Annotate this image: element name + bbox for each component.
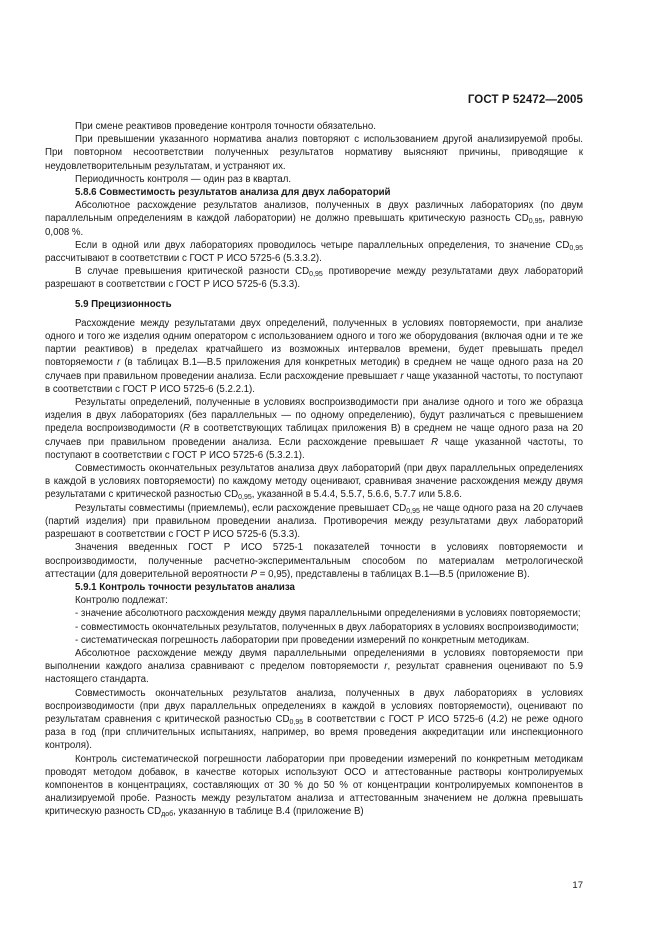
subscript: 0,95 xyxy=(569,244,583,252)
paragraph xyxy=(45,687,583,753)
symbol-P: P xyxy=(250,568,258,580)
text-run: чаще указанной частоты, то поступают в соответствии с ГОСТ Р ИСО 5725-6 (5.3.2.1). xyxy=(45,436,583,461)
list-item: - совместимость окончательных результатов, полученных в двух лабораториях в условиях воспроизводимости; xyxy=(75,621,579,633)
text-run: Если в одной или двух лабораториях проводилось четыре параллельных определения, то значение CD xyxy=(75,239,570,251)
text-run: (в таблицах В.1—В.5 приложения для конкретных методик) в среднем не чаще одного раза на 20 случаев при правильном проведении анализа. Если расхождение превышает xyxy=(45,357,583,382)
text-run: = 0,95), представлены в таблицах В.1—В.5 (приложение В). xyxy=(257,568,530,580)
paragraph: Контролю подлежат: xyxy=(75,595,168,607)
text-run: в соответствующих таблицах приложения В) в среднем не чаще одного раза на 20 случаев при правильном проведении анализа. Если расхождение превышает xyxy=(45,423,583,448)
symbol-r: r xyxy=(117,357,121,369)
page-body xyxy=(45,120,583,819)
text-run: Совместимость окончательных результатов анализа, полученных в двух лабораториях в условиях воспроизводимости (при двух параллельных определениях в каждой в условиях повторяемости), оценивают по результатам сравнения с критической разностью CD xyxy=(45,687,583,725)
section-heading-5-8-6: 5.8.6 Совместимость результатов анализа для двух лабораторий xyxy=(75,187,391,199)
text-run: Совместимость окончательных результатов анализа двух лабораторий (при двух параллельных определениях в каждой в условиях повторяемости) по каждому методу оценивают, сравнивая значение расхождения между двумя результатами с критической разностью CD xyxy=(45,463,583,501)
subscript: 0,95 xyxy=(528,218,543,226)
text-run: не чаще одного раза на 20 случаев (партий изделия) при правильном проведении анализа. Противоречия между результатами двух лабораторий разрешают в соответствии с ГОСТ Р ИСО 5725-6 (5.3.3). xyxy=(45,502,583,541)
paragraph xyxy=(45,239,583,265)
paragraph xyxy=(45,199,583,239)
list-item: - значение абсолютного расхождения между двумя параллельными определениями в условиях повторяемости; xyxy=(75,608,581,620)
text-run: Результаты совместимы (приемлемы), если расхождение превышает CD xyxy=(75,502,407,514)
text-run: , указанную в таблице В.4 (приложение В) xyxy=(173,806,364,818)
paragraph xyxy=(45,753,583,819)
text-run: чаще указанной частоты, то поступают в соответствии с ГОСТ Р ИСО 5725-6 (5.2.2.1). xyxy=(45,370,584,395)
symbol-r: r xyxy=(384,661,388,673)
paragraph xyxy=(45,396,583,462)
text-run: в соответствии с ГОСТ Р ИСО 5725-6 (4.2) не реже одного раза в год (при спличительных испытаниях, например, во время проведения аккредитации или инспекционного контроля). xyxy=(45,713,583,752)
symbol-r: r xyxy=(400,370,404,382)
subscript: 0,95 xyxy=(238,494,252,502)
text-run: , результат сравнения оценивают по 5.9 настоящего стандарта. xyxy=(45,661,583,686)
text-run: Расхождение между результатами двух определений, полученных в условиях повторяемости, при анализе одного и того же изделия одним оператором с использованием одного и того же оборудования (включая одни и те же партии реактивов) в пределах кратчайшего из возможных интервалов времени, будет превышать предел повторяемости xyxy=(45,317,583,369)
text-run: Абсолютное расхождение между двумя параллельными определениями в условиях повторяемости при выполнении каждого анализа сравнивают с пределом повторяемости xyxy=(45,647,583,673)
text-run: рассчитывают в соответствии с ГОСТ Р ИСО 5725-6 (5.3.3.2). xyxy=(45,253,322,265)
subscript: доб xyxy=(161,811,174,819)
list-item: - систематическая погрешность лаборатории при проведении измерений по конкретным методикам. xyxy=(75,634,530,646)
document-id-header: ГОСТ Р 52472—2005 xyxy=(467,94,583,106)
paragraph: При смене реактивов проведение контроля точности обязательно. xyxy=(75,121,376,132)
text-run: , указанной в 5.4.4, 5.5.7, 5.6.6, 5.7.7 или 5.8.6. xyxy=(251,489,462,501)
subscript: 0,95 xyxy=(289,718,304,726)
text-run: , равную 0,008 %. xyxy=(45,213,583,238)
section-heading-5-9: 5.9 Прецизионность xyxy=(75,298,172,310)
paragraph xyxy=(45,541,583,581)
paragraph xyxy=(45,502,583,542)
text-run: В случае превышения критической разности CD xyxy=(75,266,310,278)
symbol-R: R xyxy=(431,436,439,448)
paragraph xyxy=(45,317,583,396)
text-run: Значения введенных ГОСТ Р ИСО 5725-1 показателей точности в условиях повторяемости и воспроизводимости, полученные расчетно-экспериментальным способом по материалам метрологической аттестации (для доверительной вероятности xyxy=(45,542,583,580)
paragraph: Периодичность контроля — один раз в квартал. xyxy=(75,173,292,185)
text-run: противоречие между результатами двух лабораторий разрешают в соответствии с ГОСТ Р ИСО 5725-6 (5.3.3). xyxy=(45,266,583,291)
text-run: Контроль систематической погрешности лаборатории при проведении измерений по конкретным методикам проводят методом добавок, в качестве которых используют ОСО и аттестованные растворы контролируемых компонентов в концентрациях, составляющих от 30 % до 50 % от концентрации контролируемых компонентов в анализируемой пробе. Разность между результатом анализа и аттестованным значением не должна превышать критическую разность CD xyxy=(45,753,583,818)
subscript: 0,95 xyxy=(309,271,323,279)
subscript: 0,95 xyxy=(406,507,420,515)
section-heading-5-9-1: 5.9.1 Контроль точности результатов анализа xyxy=(75,581,295,593)
paragraph xyxy=(45,265,583,291)
paragraph xyxy=(45,647,583,687)
text-run: Результаты определений, полученные в условиях воспроизводимости при анализе одного и того же образца изделия в двух лабораториях (без параллельных — по одному определению), будут различаться с превышением предела воспроизводимости ( xyxy=(45,397,583,435)
text-run: Абсолютное расхождение результатов анализов, полученных в двух различных лабораториях (по двум параллельным определениям в каждой лаборатории) не должно превышать критическую разность CD xyxy=(45,200,583,225)
paragraph: При превышении указанного норматива анализ повторяют с использованием другой анализируемой пробы. При повторном несоответствии полученных результатов нормативу выясняют причины, приводящие к неудовлетворительным результатам, и устраняют их. xyxy=(45,134,583,172)
symbol-R: R xyxy=(183,423,190,435)
paragraph xyxy=(45,462,583,502)
page-number: 17 xyxy=(572,880,583,891)
